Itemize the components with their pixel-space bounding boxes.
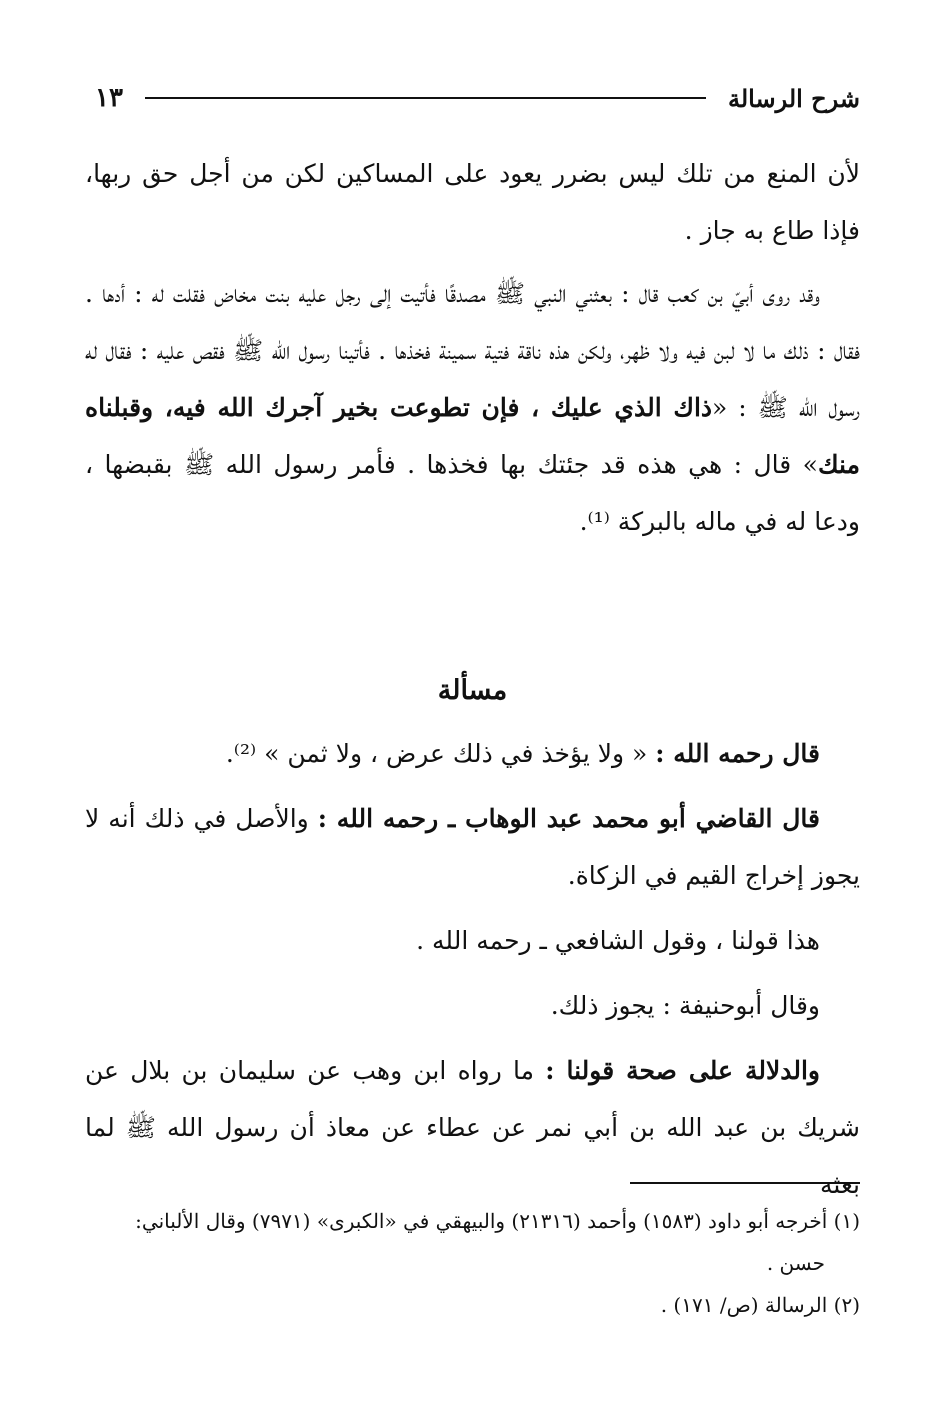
footnote-1-continuation: حسن . (766, 1251, 825, 1275)
page-number: ١٣ (95, 83, 123, 113)
running-title: شرح الرسالة (727, 83, 860, 113)
section-heading: مسألة (437, 675, 508, 706)
evidence-paragraph (85, 1042, 860, 1213)
running-header (95, 78, 860, 118)
opinion-line-1: هذا قولنا ، وقول الشافعي ـ رحمه الله . (416, 926, 820, 955)
matn-intro: قال رحمه الله : (655, 739, 820, 768)
footnotes (85, 1200, 860, 1326)
paragraph-2 (85, 265, 860, 550)
commentator-intro: قال القاضي أبو محمد عبد الوهاب ـ رحمه الله : (317, 804, 821, 833)
footnote-rule (630, 1182, 860, 1184)
main-text-upper (85, 145, 860, 550)
hadith-quote: ذاك الذي عليك ، فإن تطوعت بخير آجرك الله فيه، وقبلناه منك (85, 393, 860, 479)
matn-text: « ولا يؤخذ في ذلك عرض ، ولا ثمن » ⁽²⁾. (225, 739, 656, 768)
evidence-text: ما رواه ابن وهب عن سليمان بن بلال عن شريك بن عبد الله بن أبي نمر عن عطاء عن معاذ أن رسول الله ﷺ لما بعثه (85, 1056, 860, 1199)
paragraph-2-text-a: وقد روى أبيّ بن كعب قال : بعثني النبي ﷺ مصدقًا فأتيت إلى رجل عليه بنت مخاض فقلت له : أدها . فقال : ذلك ما لا لبن فيه ولا ظهر، ولكن هذه ناقة فتية سمينة فخذها . فأتينا رسول الله ﷺ فقص عليه : فقال له رسول الله ﷺ : « (85, 279, 861, 422)
opinion-line-2: وقال أبوحنيفة : يجوز ذلك. (550, 991, 820, 1020)
main-text-lower (85, 725, 860, 1213)
commentary-paragraph (85, 790, 860, 904)
evidence-intro: والدلالة على صحة قولنا : (545, 1056, 820, 1085)
matn-quote (85, 725, 860, 782)
paragraph-1: لأن المنع من تلك ليس بضرر يعود على المساكين لكن من أجل حق ربها، فإذا طاع به جاز . (85, 159, 860, 245)
commentary-text: والأصل في ذلك أنه لا يجوز إخراج القيم في الزكاة. (85, 804, 860, 890)
header-rule (145, 97, 706, 99)
footnote-2: (٢) الرسالة (ص/ ١٧١) . (660, 1293, 860, 1317)
footnote-1: (١) أخرجه أبو داود (١٥٨٣) وأحمد (٢١٣١٦) والبيهقي في «الكبرى» (٧٩٧١) وقال الألباني: (135, 1209, 860, 1233)
paragraph-2-text-b: » قال : هي هذه قد جئتك بها فخذها . فأمر رسول الله ﷺ بقبضها ، ودعا له في ماله بالبركة ⁽¹⁾. (85, 450, 860, 536)
